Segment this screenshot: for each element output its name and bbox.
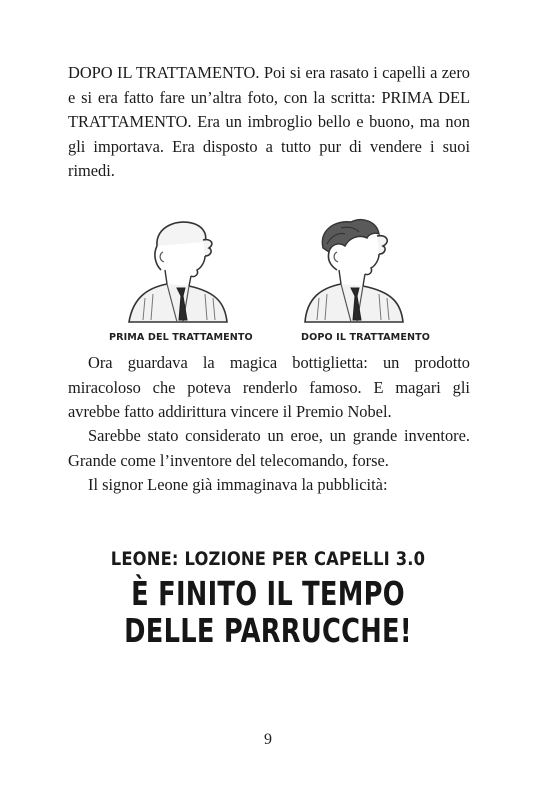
caption-after-treatment: DOPO IL TRATTAMENTO <box>301 332 430 343</box>
paragraph-hero: Sarebbe stato considerato un eroe, un grande inventore. Grande come l’inventore del telecomando, forse. <box>68 426 470 470</box>
bald-man-drawing <box>95 214 265 334</box>
advert-headline-line1: È FINITO IL TEMPO <box>131 574 405 613</box>
paragraph-bottle: Ora guardava la magica bottiglietta: un prodotto miracoloso che poteva renderlo famoso. E magari gli avrebbe fatto addirittura vincere il Premio Nobel. <box>68 353 470 421</box>
advert-subtitle: LEONE: LOZIONE PER CAPELLI 3.0 <box>110 548 426 570</box>
paragraph-advert-intro: Il signor Leone già immaginava la pubblicità: <box>88 475 388 494</box>
advert-headline-line2: DELLE PARRUCCHE! <box>124 611 412 650</box>
page-number: 9 <box>264 731 272 748</box>
man-with-hair-drawing <box>283 214 453 334</box>
caption-before-treatment: PRIMA DEL TRATTAMENTO <box>109 332 253 343</box>
paragraph-opening: DOPO IL TRATTAMENTO. Poi si era rasato i capelli a zero e si era fatto fare un’altra foto, con la scritta: PRIMA DEL TRATTAMENTO. Era un imbroglio bello e buono, ma non gli importava. Era disposto a tutto pur di vendere i suoi rimedi. <box>68 63 470 180</box>
